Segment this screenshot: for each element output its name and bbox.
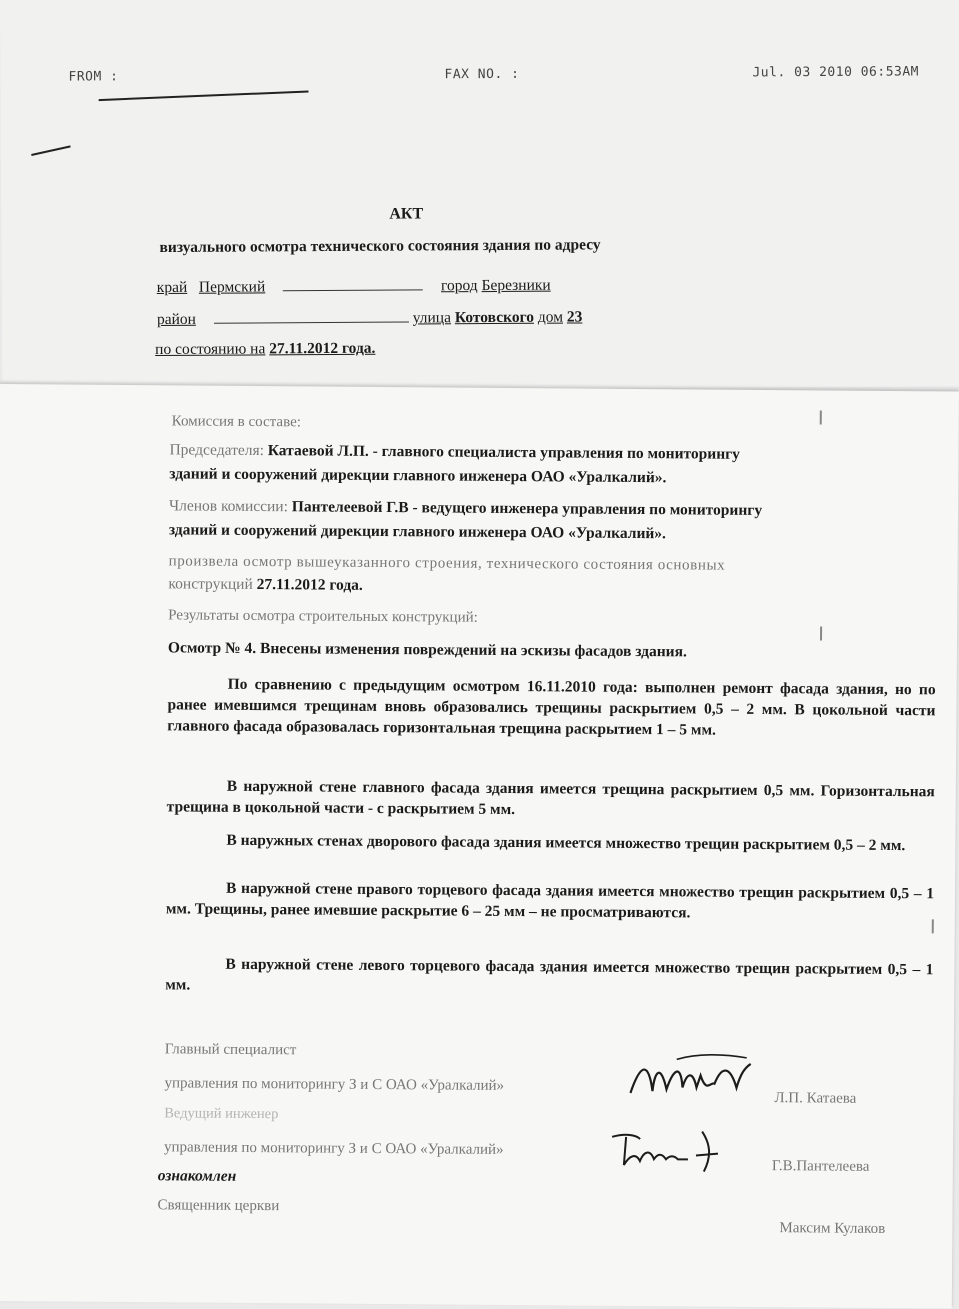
fax-datetime: Jul. 03 2010 06:53AM <box>752 64 920 81</box>
result-paragraph-3: В наружных стенах дворового фасада здания имеется множество трещин раскрытием 0,5 – 2 мм. <box>226 831 906 855</box>
lead-title-2: управления по мониторингу З и С ОАО «Уралкалий» <box>163 1139 504 1158</box>
fax-number-label: FAX NO. : <box>444 66 520 83</box>
chair-label: Председателя: <box>169 441 265 460</box>
inspected-line-2 <box>168 575 363 595</box>
address-street-row <box>157 306 583 329</box>
chief-signature <box>626 1053 756 1114</box>
pen-stroke-mark <box>99 90 309 101</box>
lead-name: Г.В.Пантелеева <box>771 1158 870 1175</box>
result-paragraph-5: В наружной стене левого торцевого фасада здания имеется множество трещин раскрытием 0,5 – 1 мм. <box>165 955 934 994</box>
members-label: Членов комиссии: <box>168 497 289 516</box>
priest-name: Максим Кулаков <box>779 1220 886 1237</box>
chief-name: Л.П. Катаева <box>774 1090 857 1107</box>
result-paragraph-4: В наружной стене правого торцевого фасада здания имеется множество трещин раскрытием 0,5 – 1 мм. Трещины, ранее имевшие раскрытие 6 – 25 мм – не просматриваются. <box>165 879 935 922</box>
address-region-row <box>157 275 551 297</box>
results-heading: Результаты осмотра строительных конструкций: <box>168 607 478 626</box>
act-subtitle: визуального осмотра технического состояния здания по адресу <box>159 236 601 257</box>
members-line-2: зданий и сооружений дирекции главного инженера ОАО «Уралкалий». <box>168 521 667 543</box>
inspection-title: Осмотр № 4. Внесены изменения повреждений на эскизы фасадов здания. <box>167 639 687 661</box>
street-value: Котовского <box>454 308 534 327</box>
fax-from-label: FROM : <box>68 69 119 85</box>
chair-text-1: Катаевой Л.П. - главного специалиста управления по мониторингу <box>267 442 741 463</box>
district-label: район <box>156 310 196 329</box>
city-value: Березники <box>481 276 551 295</box>
acknowledged-label: ознакомлен <box>157 1167 237 1185</box>
members-line-1 <box>169 497 762 520</box>
chief-title-2: управления по мониторингу З и С ОАО «Уралкалий» <box>164 1075 505 1094</box>
inspected-date: 27.11.2012 года. <box>256 576 363 594</box>
state-label: по состоянию на <box>155 340 266 359</box>
lead-title-1: Ведущий инженер <box>164 1105 279 1123</box>
members-text-1: Пантелеевой Г.В - ведущего инженера управления по мониторингу <box>291 498 763 519</box>
chief-title-1: Главный специалист <box>164 1041 297 1059</box>
region-label: край <box>156 278 188 297</box>
inspected-line-1: произвела осмотр вышеуказанного строения, технического состояния основных <box>168 553 726 574</box>
street-label: улица <box>412 309 452 327</box>
result-paragraph-2: В наружной стене главного фасада здания имеется трещина раскрытием 0,5 мм. Горизонтальная трещина в цокольной части - с раскрытием 5 мм. <box>166 777 935 819</box>
act-title: АКТ <box>389 205 424 223</box>
state-date: 27.11.2012 года. <box>269 339 376 358</box>
lead-signature <box>606 1125 736 1176</box>
house-label: дом <box>537 308 564 326</box>
inspected-prefix: конструкций <box>168 575 253 593</box>
chair-line-2: зданий и сооружений дирекции главного инженера ОАО «Уралкалий». <box>169 465 667 487</box>
commission-heading: Комиссия в составе: <box>171 413 302 431</box>
house-value: 23 <box>566 308 583 326</box>
chair-line-1 <box>169 441 740 463</box>
state-date-row <box>155 340 375 359</box>
priest-title: Священник церкви <box>157 1197 280 1215</box>
top-sheet <box>0 0 959 392</box>
result-paragraph-1: По сравнению с предыдущим осмотром 16.11.2010 года: выполнен ремонт фасада здания, но по ранее имевшимся трещинам вновь образовались трещины раскрытием 0,5 – 2 мм. В цокольной части главного фасада образовалась горизонтальная трещина раскрытием 1 – 5 мм. <box>167 675 936 739</box>
city-label: город <box>440 277 478 295</box>
region-value: Пермский <box>198 278 266 296</box>
pen-stroke-mark <box>31 145 71 156</box>
main-sheet <box>0 384 959 1309</box>
